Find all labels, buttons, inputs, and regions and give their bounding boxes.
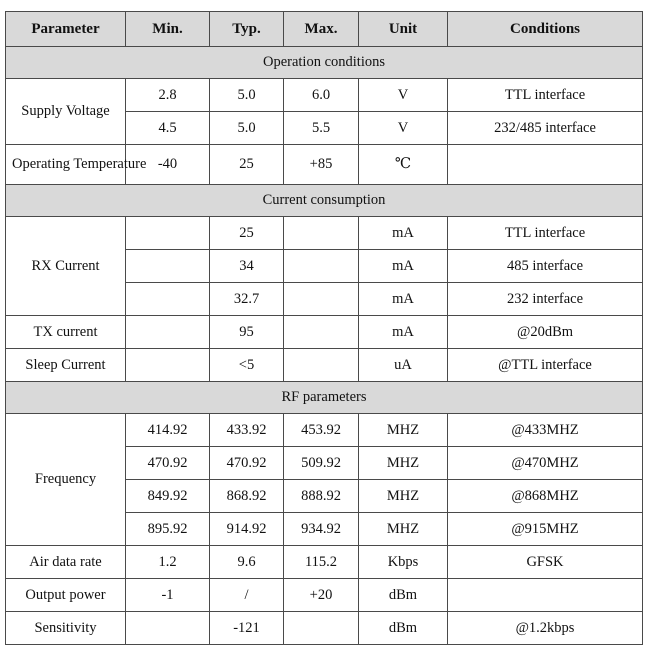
spec-table	[5, 11, 643, 645]
table-row	[6, 145, 643, 185]
cell-typ: 25	[210, 217, 284, 250]
cell-typ: -121	[210, 612, 284, 645]
cell-max: 115.2	[284, 546, 359, 579]
section-row	[6, 185, 643, 217]
cell-min	[126, 612, 210, 645]
cell-typ: 34	[210, 250, 284, 283]
cell-conditions: 232/485 interface	[448, 112, 643, 145]
cell-min	[126, 217, 210, 250]
cell-conditions: 485 interface	[448, 250, 643, 283]
cell-max: 5.5	[284, 112, 359, 145]
table-row	[6, 316, 643, 349]
cell-unit: ℃	[359, 145, 448, 185]
cell-max	[284, 250, 359, 283]
cell-max: +20	[284, 579, 359, 612]
table-row	[6, 579, 643, 612]
cell-typ: 914.92	[210, 513, 284, 546]
param-supply-voltage: Supply Voltage	[6, 79, 126, 145]
cell-conditions: @TTL interface	[448, 349, 643, 382]
cell-min: 2.8	[126, 79, 210, 112]
cell-min: 895.92	[126, 513, 210, 546]
header-conditions: Conditions	[448, 12, 643, 47]
cell-conditions: GFSK	[448, 546, 643, 579]
cell-max: +85	[284, 145, 359, 185]
cell-typ: 32.7	[210, 283, 284, 316]
param-operating-temperature: Operating Temperature	[6, 145, 126, 185]
cell-unit: mA	[359, 217, 448, 250]
header-typ: Typ.	[210, 12, 284, 47]
section-row	[6, 382, 643, 414]
cell-unit: V	[359, 112, 448, 145]
cell-conditions: @433MHZ	[448, 414, 643, 447]
cell-min: 849.92	[126, 480, 210, 513]
cell-max: 888.92	[284, 480, 359, 513]
cell-unit: MHZ	[359, 447, 448, 480]
cell-min: -1	[126, 579, 210, 612]
cell-max	[284, 283, 359, 316]
param-output-power: Output power	[6, 579, 126, 612]
cell-typ: 95	[210, 316, 284, 349]
table-row	[6, 79, 643, 112]
cell-unit: V	[359, 79, 448, 112]
cell-max	[284, 612, 359, 645]
cell-typ: /	[210, 579, 284, 612]
table-row	[6, 217, 643, 250]
cell-unit: dBm	[359, 579, 448, 612]
table-row	[6, 612, 643, 645]
cell-unit: dBm	[359, 612, 448, 645]
cell-conditions: @20dBm	[448, 316, 643, 349]
cell-min: 470.92	[126, 447, 210, 480]
cell-conditions: @1.2kbps	[448, 612, 643, 645]
header-unit: Unit	[359, 12, 448, 47]
cell-conditions: @868MHZ	[448, 480, 643, 513]
cell-max: 934.92	[284, 513, 359, 546]
cell-typ: 9.6	[210, 546, 284, 579]
header-parameter: Parameter	[6, 12, 126, 47]
cell-conditions: @915MHZ	[448, 513, 643, 546]
cell-unit: MHZ	[359, 480, 448, 513]
cell-typ: 868.92	[210, 480, 284, 513]
cell-max: 453.92	[284, 414, 359, 447]
cell-unit: MHZ	[359, 414, 448, 447]
cell-min: 4.5	[126, 112, 210, 145]
cell-unit: mA	[359, 316, 448, 349]
cell-max	[284, 316, 359, 349]
cell-typ: 5.0	[210, 79, 284, 112]
cell-typ: 470.92	[210, 447, 284, 480]
cell-unit: mA	[359, 283, 448, 316]
cell-typ: 5.0	[210, 112, 284, 145]
cell-conditions: TTL interface	[448, 79, 643, 112]
cell-conditions: TTL interface	[448, 217, 643, 250]
cell-max: 6.0	[284, 79, 359, 112]
table-row	[6, 546, 643, 579]
param-sleep-current: Sleep Current	[6, 349, 126, 382]
param-frequency: Frequency	[6, 414, 126, 546]
table-row	[6, 349, 643, 382]
header-row	[6, 12, 643, 47]
header-min: Min.	[126, 12, 210, 47]
cell-max: 509.92	[284, 447, 359, 480]
cell-unit: MHZ	[359, 513, 448, 546]
cell-min: -40	[126, 145, 210, 185]
cell-conditions: 232 interface	[448, 283, 643, 316]
cell-conditions	[448, 579, 643, 612]
section-rf-parameters: RF parameters	[6, 382, 643, 414]
cell-min	[126, 283, 210, 316]
cell-typ: 433.92	[210, 414, 284, 447]
section-operation-conditions: Operation conditions	[6, 47, 643, 79]
cell-max	[284, 349, 359, 382]
param-tx-current: TX current	[6, 316, 126, 349]
cell-unit: uA	[359, 349, 448, 382]
table-row	[6, 414, 643, 447]
cell-typ: <5	[210, 349, 284, 382]
param-air-data-rate: Air data rate	[6, 546, 126, 579]
param-rx-current: RX Current	[6, 217, 126, 316]
section-current-consumption: Current consumption	[6, 185, 643, 217]
cell-min	[126, 316, 210, 349]
cell-conditions: @470MHZ	[448, 447, 643, 480]
cell-min	[126, 250, 210, 283]
cell-min: 1.2	[126, 546, 210, 579]
param-sensitivity: Sensitivity	[6, 612, 126, 645]
cell-unit: mA	[359, 250, 448, 283]
cell-typ: 25	[210, 145, 284, 185]
cell-max	[284, 217, 359, 250]
cell-min	[126, 349, 210, 382]
cell-min: 414.92	[126, 414, 210, 447]
cell-conditions	[448, 145, 643, 185]
header-max: Max.	[284, 12, 359, 47]
cell-unit: Kbps	[359, 546, 448, 579]
section-row	[6, 47, 643, 79]
